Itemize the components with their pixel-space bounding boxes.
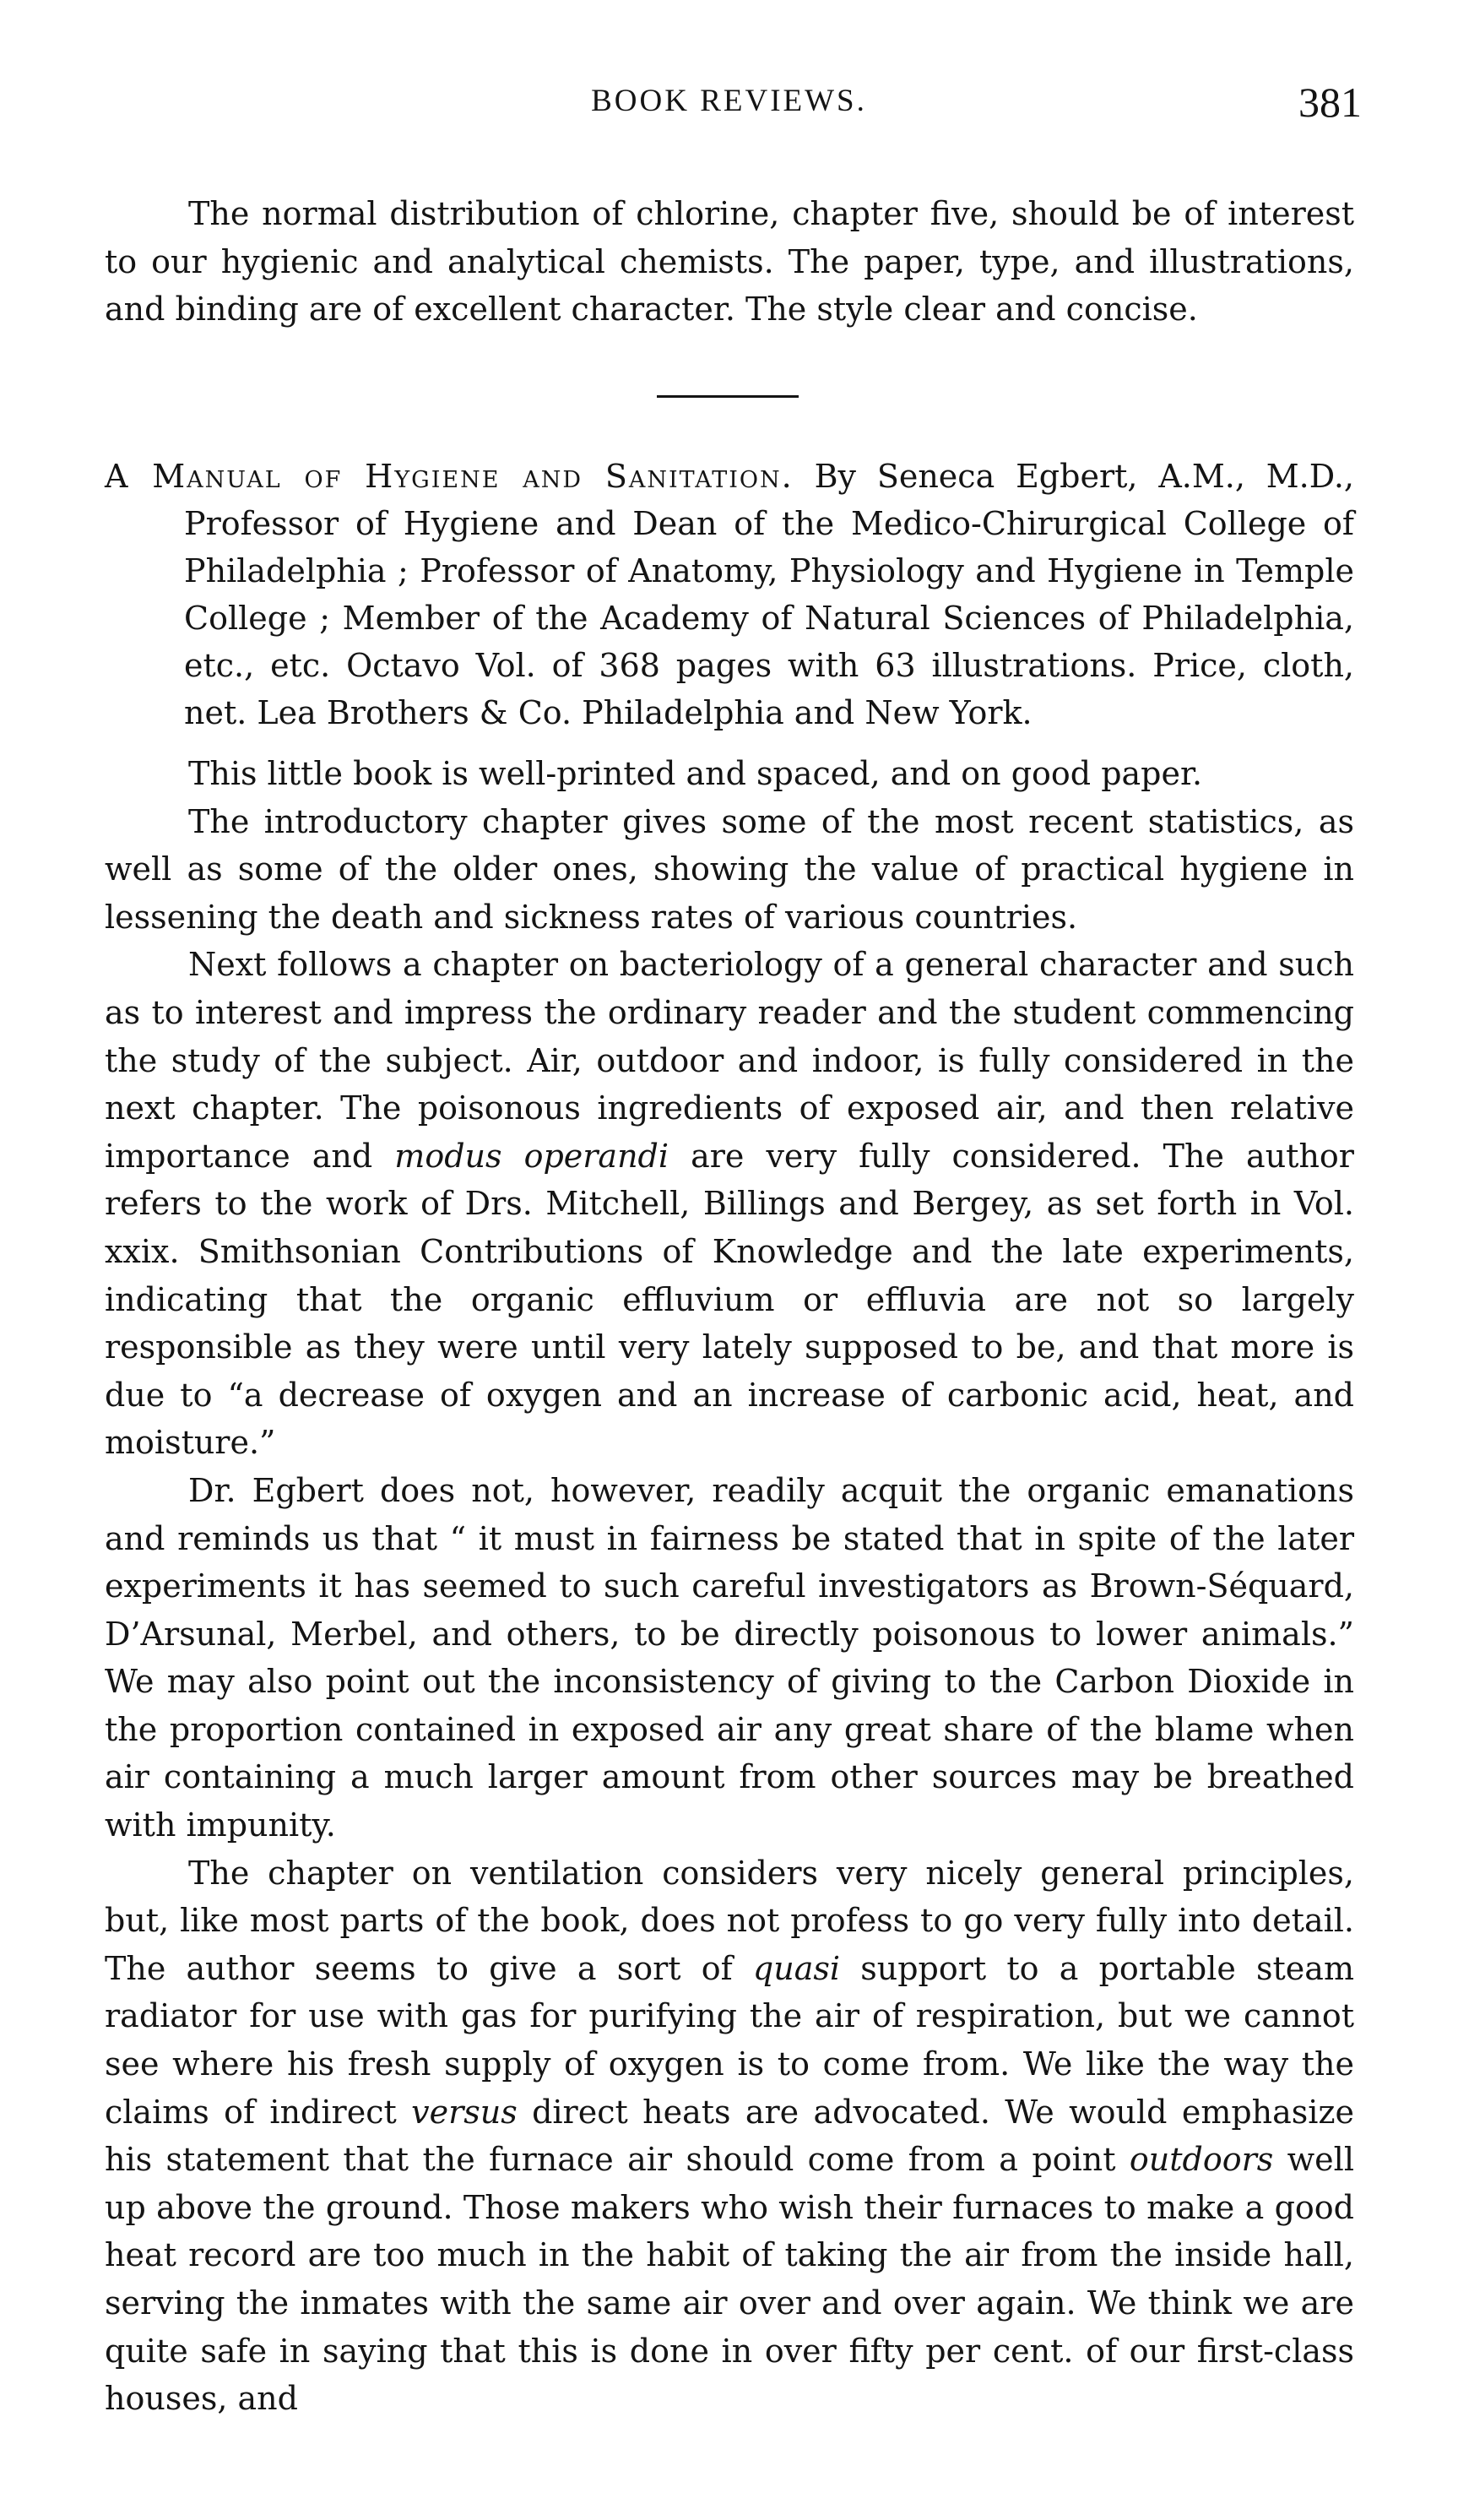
body-paragraph	[105, 941, 1354, 1467]
book-author: By Seneca Egbert,	[814, 458, 1138, 495]
page-number: 381	[1298, 79, 1362, 126]
book-title: A Manual of Hygiene and Sanitation.	[105, 458, 794, 495]
text-run: well up above the ground. Those makers who wish their furnaces to make a good heat record are too much in the habit of taking the air from the inside hall, serving the inmates with the same air over and over again. We think we are quite safe in saying that this is done in over fifty per cent. of our first-class houses, and	[105, 2141, 1354, 2418]
body-paragraph	[105, 1849, 1354, 2423]
italic-word: outdoors	[1129, 2141, 1274, 2179]
review-entry	[105, 453, 1354, 736]
running-head: BOOK REVIEWS.	[591, 84, 867, 118]
text-run: direct heats are advocated. We would emphasize his statement that the furnace air should come from a point	[105, 2093, 1354, 2179]
italic-phrase: modus operandi	[394, 1137, 669, 1175]
intro-paragraph: The normal distribution of chlorine, chapter five, should be of interest to our hygienic and analytical chemists. The paper, type, and illustrations, and binding are of excellent character. The style clear and concise.	[105, 195, 1354, 329]
text-run: are very fully considered. The author refers to the work of Drs. Mitchell, Billings and Bergey, as set forth in Vol. xxix. Smithsonian Contributions of Knowledge and the late experiments, indicating that the organic effluvium or effluvia are not so largely responsible as they were until very lately supposed to be, and that more is due to “a decrease of oxygen and an increase of carbonic acid, heat, and moisture.”	[105, 1137, 1354, 1462]
body-paragraph: The introductory chapter gives some of the most recent statistics, as well as some of the older ones, showing the value of practical hygiene in lessening the death and sickness rates of various countries.	[105, 802, 1354, 936]
text-run: Next follows a chapter on bacteriology of a general character and such as to interest and impress the ordinary reader and the student commencing the study of the subject. Air, outdoor and indoor, is fully considered in the next chapter. The poisonous ingredients of exposed air, and then relative importance and	[105, 946, 1354, 1175]
text-run: support to a portable steam radiator for use with gas for purifying the air of respiration, but we cannot see where his fresh supply of oxygen is to come from. We like the way the claims of indirect	[105, 1949, 1354, 2131]
body-paragraph: This little book is well-printed and spaced, and on good paper.	[188, 755, 1203, 792]
body-paragraph: Dr. Egbert does not, however, readily acquit the organic emanations and reminds us that “ it must in fairness be stated that in spite of the later experiments it has seemed to such careful investigators as Brown-Séquard, D’Arsunal, Merbel, and others, to be directly poisonous to lower animals.” We may also point out the inconsistency of giving to the Carbon Dioxide in the proportion contained in exposed air any great share of the blame when air containing a much larger amount from other sources may be breathed with impunity.	[105, 1471, 1354, 1844]
italic-word: versus	[411, 2093, 518, 2131]
section-divider	[657, 395, 799, 398]
intro-paragraph-block	[105, 190, 1354, 334]
text-run: The chapter on ventilation considers very nicely general principles, but, like most parts of the book, does not profess to go very fully into detail. The author seems to give a sort of	[105, 1854, 1354, 1987]
page-header	[0, 78, 1458, 137]
italic-word: quasi	[752, 1949, 840, 1987]
book-details: A.M., M.D., Professor of Hygiene and Dean of the Medico-Chirurgical College of Philadelphia ; Professor of Anatomy, Physiology and Hygiene in Temple College ; Member of the Academy of Natural Sciences of Philadelphia, etc., etc. Octavo Vol. of 368 pages with 63 illustrations. Price, cloth, net. Lea Brothers & Co. Philadelphia and New York.	[184, 458, 1354, 731]
review-body	[105, 750, 1354, 2423]
